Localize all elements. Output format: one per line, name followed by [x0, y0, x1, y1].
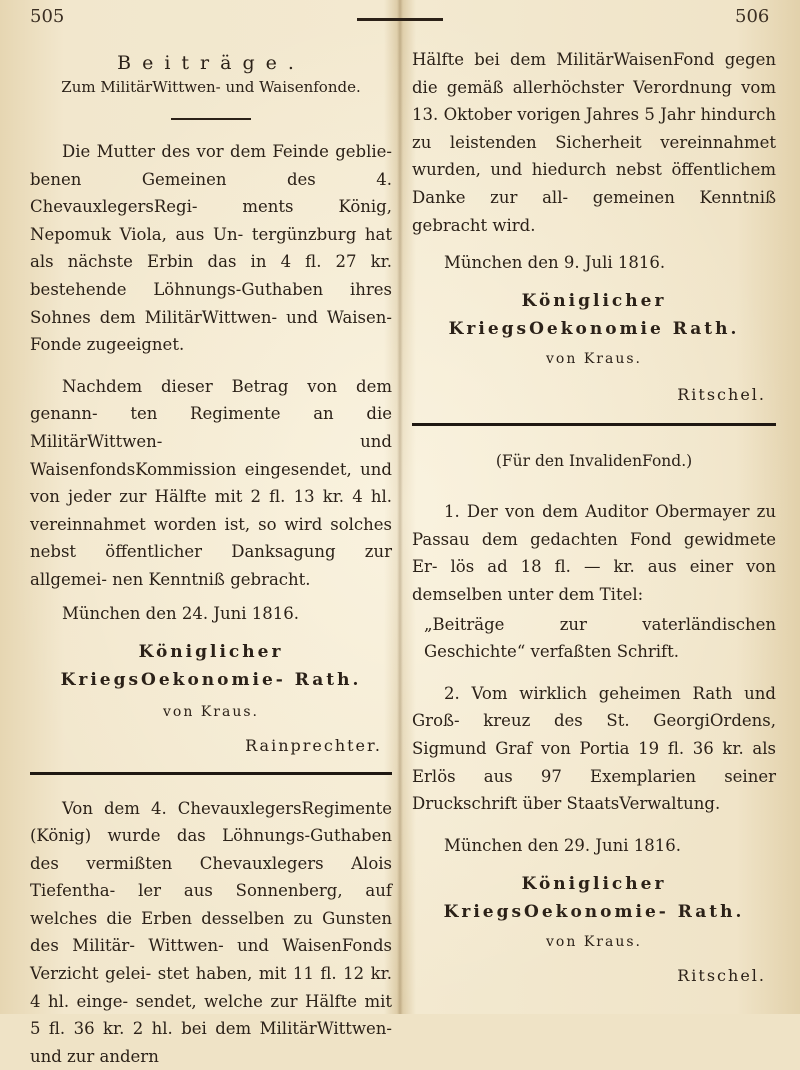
- issuing-board: Königlicher KriegsOekonomie- Rath.: [412, 870, 776, 926]
- signature: Ritschel.: [412, 381, 776, 409]
- left-page: [30, 46, 392, 1070]
- divider: [171, 118, 251, 120]
- section-rule: [30, 772, 392, 775]
- quoted-title: „Beiträge zur vaterländischen Geschichte“ verfaßten Schrift.: [412, 611, 776, 666]
- paragraph: Die Mutter des vor dem Feinde geblie- benen Gemeinen des 4. ChevauxlegersRegi- ments König, Nepomuk Viola, aus Un- tergünzburg hat als nächste Erbin das in 4 fl. 27 kr. bestehende Löhnungs-Guthaben ihres Sohnes dem MilitärWittwen- und Waisen- Fonde zugeeignet.: [30, 138, 392, 359]
- page-number-right: 506: [735, 6, 769, 27]
- paragraph: Hälfte bei dem MilitärWaisenFond gegen die gemäß allerhöchster Verordnung vom 13. Oktober vorigen Jahres 5 Jahr hindurch zu leistenden Sicherheit vereinnahmet wurden, und hiedurch nebst öffentlichem Danke zur all- gemeinen Kenntniß gebracht wird.: [412, 46, 776, 239]
- section-title: Beiträge.: [30, 52, 392, 74]
- section-subtitle: Zum MilitärWittwen- und Waisenfonde.: [30, 78, 392, 96]
- signature: Rainprechter.: [30, 732, 392, 760]
- paragraph: Nachdem dieser Betrag von dem genann- ten Regimente an die MilitärWittwen- und WaisenfondsKommission eingesendet, und von jeder zur Hälfte mit 2 fl. 13 kr. 4 hl. vereinnahmet worden ist, so wird solches nebst öffentlicher Danksagung zur allgemei- nen Kenntniß gebracht.: [30, 373, 392, 594]
- right-page: [412, 46, 776, 990]
- issuer-line: von Kraus.: [412, 347, 776, 371]
- issuing-board: Königlicher KriegsOekonomie- Rath.: [30, 638, 392, 694]
- date-line: München den 9. Juli 1816.: [412, 249, 776, 277]
- signature: Ritschel.: [412, 962, 776, 990]
- page-number-left: 505: [30, 6, 64, 27]
- list-item: 2. Vom wirklich geheimen Rath und Groß- kreuz des St. GeorgiOrdens, Sigmund Graf von Portia 19 fl. 36 kr. als Erlös aus 97 Exemplarien seiner Druckschrift über StaatsVerwaltung.: [412, 680, 776, 818]
- list-item: 1. Der von dem Auditor Obermayer zu Passau dem gedachten Fond gewidmete Er- lös ad 18 fl. — kr. aus einer von demselben unter dem Titel:: [412, 498, 776, 608]
- header-rule: [357, 18, 443, 21]
- issuer-line: von Kraus.: [30, 700, 392, 724]
- date-line: München den 29. Juni 1816.: [412, 832, 776, 860]
- paragraph: Von dem 4. ChevauxlegersRegimente (König) wurde das Löhnungs-Guthaben des vermißten Chevauxlegers Alois Tiefentha- ler aus Sonnenberg, auf welches die Erben desselben zu Gunsten des Militär- Wittwen- und WaisenFonds Verzicht gelei- stet haben, mit 11 fl. 12 kr. 4 hl. einge- sendet, welche zur Hälfte mit 5 fl. 36 kr. 2 hl. bei dem MilitärWittwen- und zur andern: [30, 795, 392, 1070]
- date-line: München den 24. Juni 1816.: [30, 600, 392, 628]
- section-rule: [412, 423, 776, 426]
- issuer-line: von Kraus.: [412, 930, 776, 954]
- book-gutter: [397, 0, 403, 1014]
- section-heading: (Für den InvalidenFond.): [412, 452, 776, 470]
- issuing-board: Königlicher KriegsOekonomie Rath.: [412, 287, 776, 343]
